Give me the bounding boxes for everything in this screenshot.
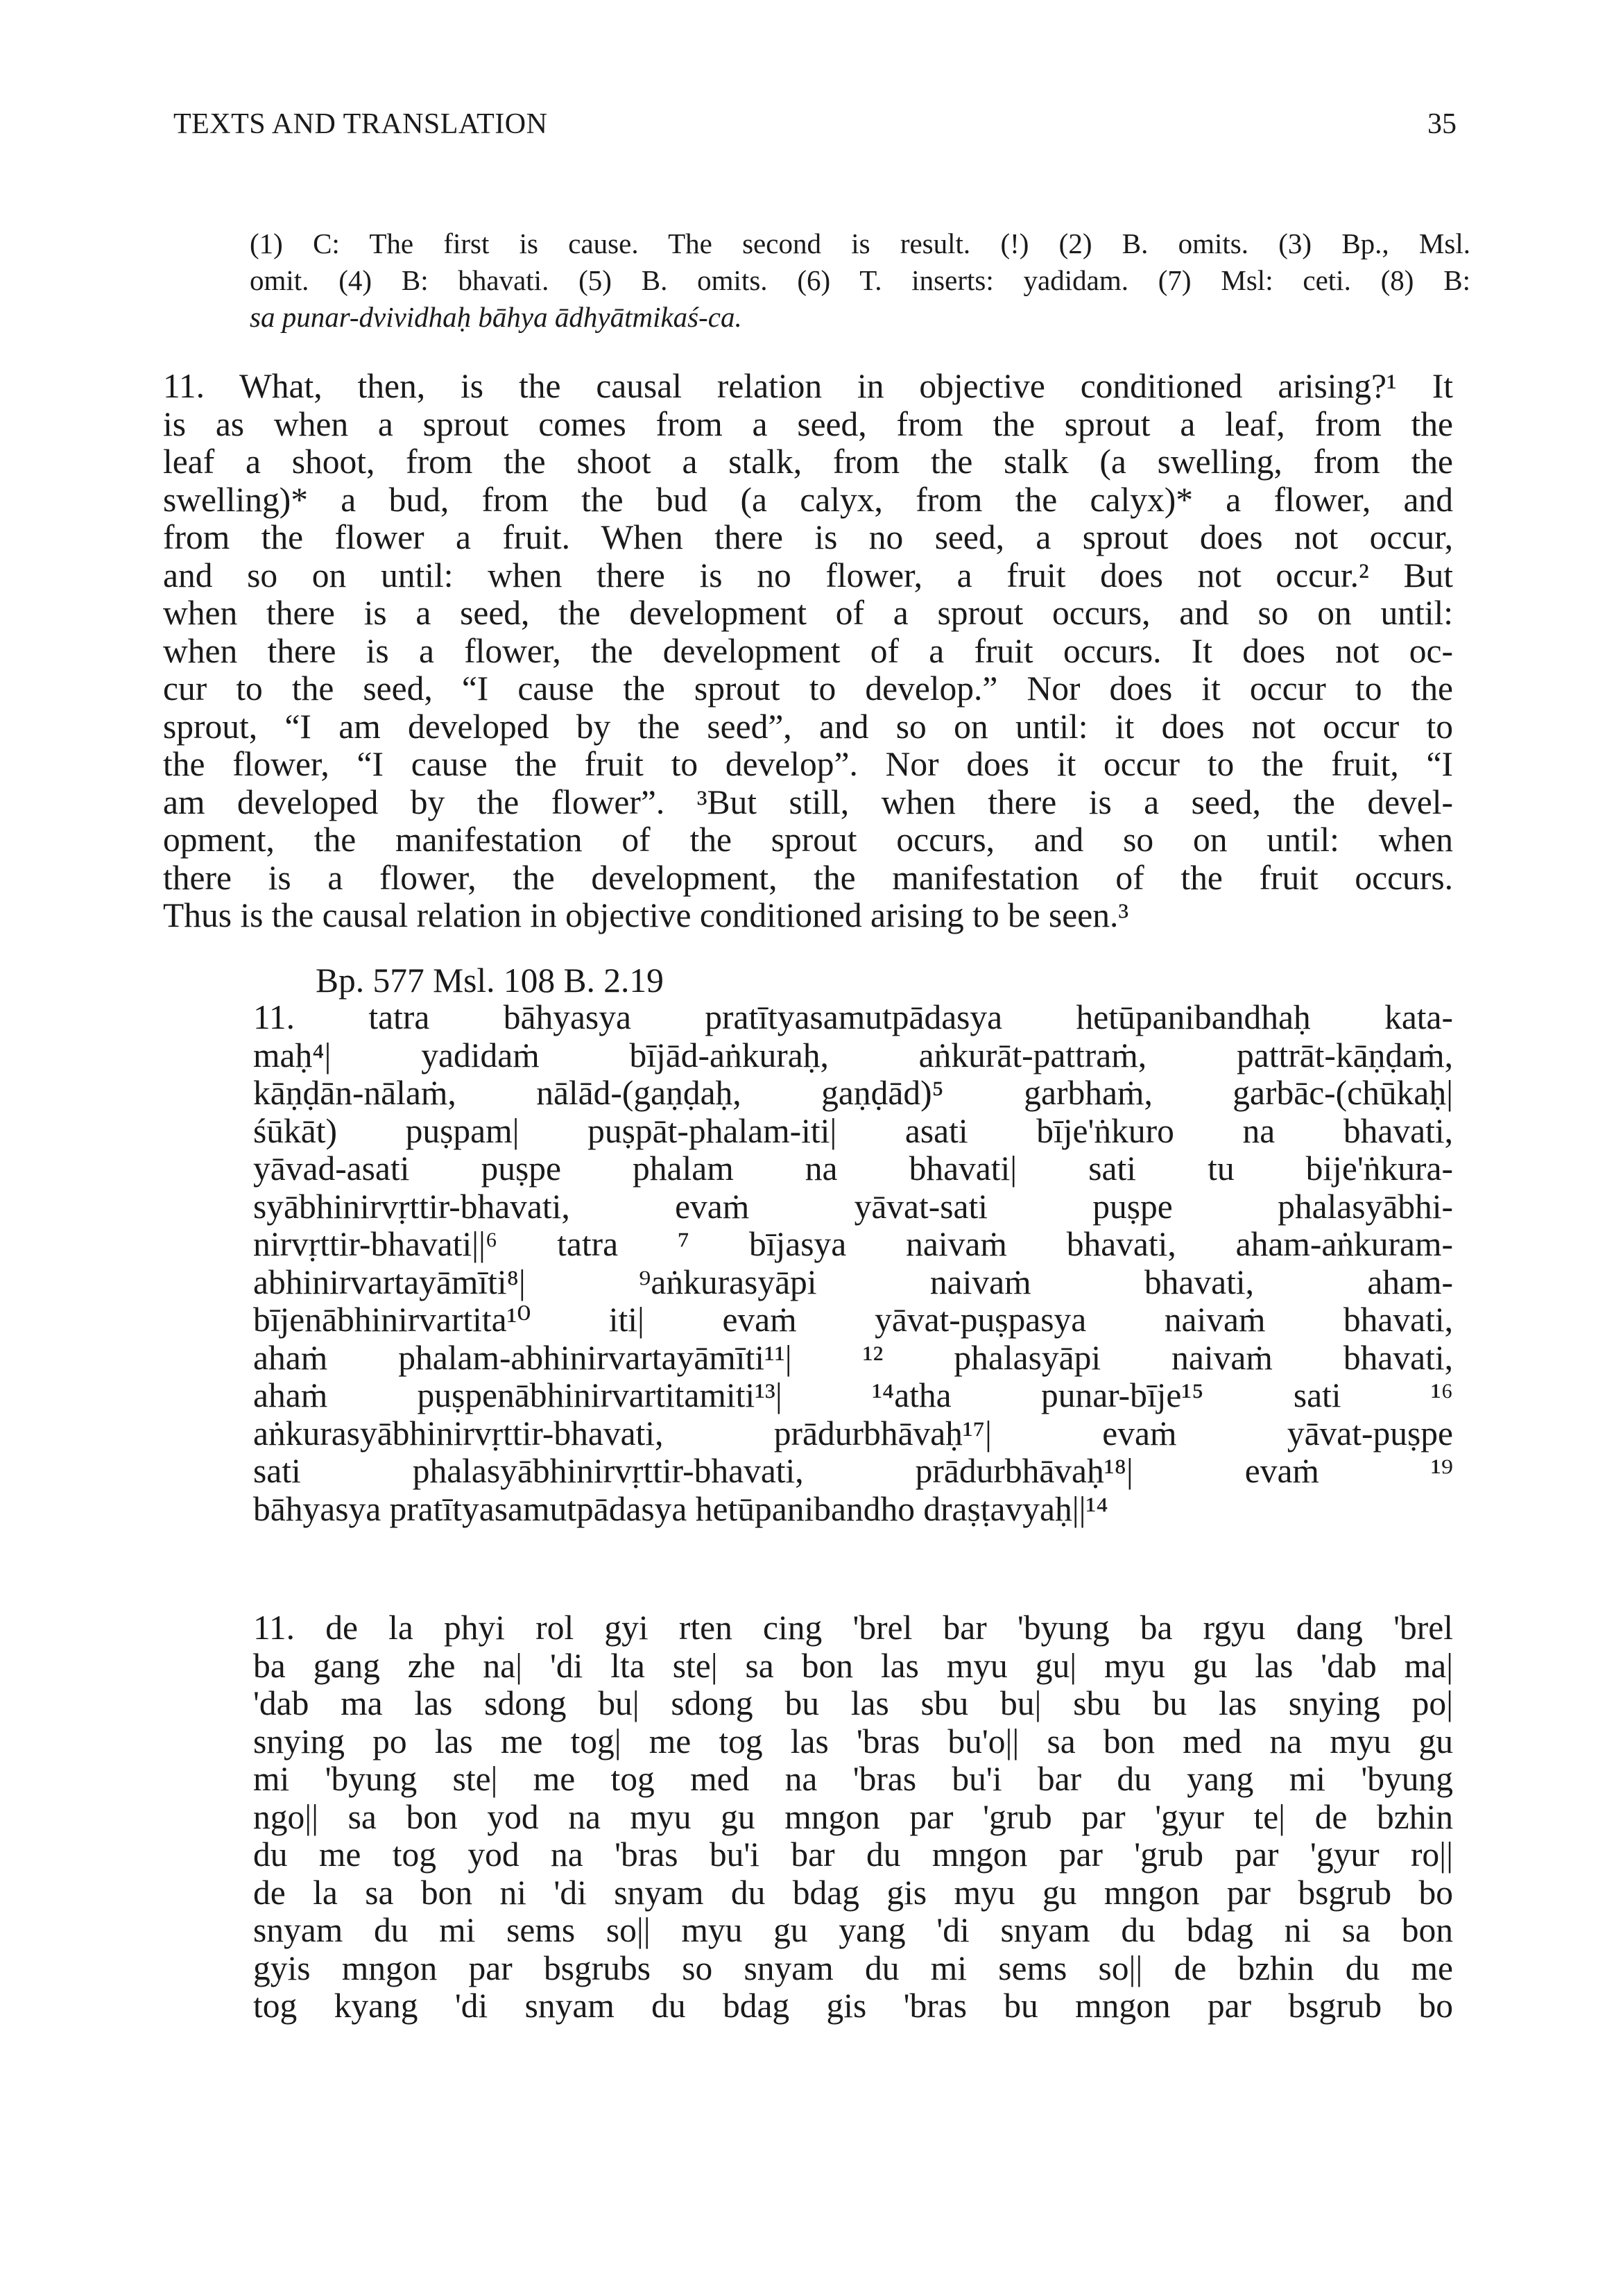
english-line: 11. What, then, is the causal relation in objective conditioned arising?¹ It	[163, 367, 1453, 405]
page-number: 35	[1427, 108, 1457, 140]
sanskrit-line: maḥ⁴| yadidaṁ bījād-aṅkuraḥ, aṅkurāt-pattraṁ, pattrāt-kāṇḍaṁ,	[253, 1036, 1453, 1074]
tibetan-line: snying po las me tog| me tog las 'bras bu'o|| sa bon med na myu gu	[253, 1722, 1453, 1760]
sanskrit-line: bījenābhinirvartita¹⁰ iti| evaṁ yāvat-puṣpasya naivaṁ bhavati,	[253, 1301, 1453, 1339]
sanskrit-line: yāvad-asati puṣpe phalam na bhavati| sati tu bije'ṅkura-	[253, 1149, 1453, 1188]
sanskrit-line: ahaṁ puṣpenābhinirvartitamiti¹³| ¹⁴atha punar-bīje¹⁵ sati ¹⁶	[253, 1376, 1453, 1414]
english-line: leaf a shoot, from the shoot a stalk, from the stalk (a swelling, from the	[163, 443, 1453, 481]
sanskrit-line: 11. tatra bāhyasya pratītyasamutpādasya hetūpanibandhaḥ kata-	[253, 998, 1453, 1036]
footnote-line: omit. (4) B: bhavati. (5) B. omits. (6) T. inserts: yadidam. (7) Msl: ceti. (8) B:	[250, 264, 1470, 296]
tibetan-line: du me tog yod na 'bras bu'i bar du mngon par 'grub par 'gyur ro||	[253, 1835, 1453, 1874]
manuscript-sources: Bp. 577 Msl. 108 B. 2.19	[316, 961, 664, 1000]
tibetan-text	[253, 1609, 1453, 2025]
sanskrit-line: aṅkurasyābhinirvṛttir-bhavati, prādurbhāvaḥ¹⁷| evaṁ yāvat-puṣpe	[253, 1414, 1453, 1453]
english-line: the flower, “I cause the fruit to develop”. Nor does it occur to the fruit, “I	[163, 745, 1453, 783]
english-translation	[163, 368, 1453, 935]
sanskrit-line: nirvṛttir-bhavati||⁶ tatra ⁷ bījasya naivaṁ bhavati, aham-aṅkuram-	[253, 1225, 1453, 1263]
sanskrit-line: abhinirvartayāmīti⁸| ⁹aṅkurasyāpi naivaṁ bhavati, aham-	[253, 1262, 1453, 1301]
english-line: sprout, “I am developed by the seed”, and so on until: it does not occur to	[163, 707, 1453, 746]
tibetan-line: de la sa bon ni 'di snyam du bdag gis myu gu mngon par bsgrub bo	[253, 1873, 1453, 1912]
sanskrit-line: bāhyasya pratītyasamutpādasya hetūpanibandho draṣṭavyaḥ||¹⁴	[253, 1489, 1108, 1528]
tibetan-line: 11. de la phyi rol gyi rten cing 'brel bar 'byung ba rgyu dang 'brel	[253, 1609, 1453, 1647]
tibetan-line: mi 'byung ste| me tog med na 'bras bu'i bar du yang mi 'byung	[253, 1760, 1453, 1798]
english-line: Thus is the causal relation in objective conditioned arising to be seen.³	[163, 896, 1129, 934]
tibetan-line: ba gang zhe na| 'di lta ste| sa bon las myu gu| myu gu las 'dab ma|	[253, 1646, 1453, 1685]
sanskrit-line: ahaṁ phalam-abhinirvartayāmīti¹¹| ¹² phalasyāpi naivaṁ bhavati,	[253, 1338, 1453, 1377]
english-line: there is a flower, the development, the manifestation of the fruit occurs.	[163, 858, 1453, 897]
tibetan-line: snyam du mi sems so|| myu gu yang 'di snyam du bdag ni sa bon	[253, 1911, 1453, 1949]
sanskrit-line: syābhinirvṛttir-bhavati, evaṁ yāvat-sati puṣpe phalasyābhi-	[253, 1187, 1453, 1226]
english-line: am developed by the flower”. ³But still, when there is a seed, the devel-	[163, 782, 1453, 821]
english-line: from the flower a fruit. When there is no seed, a sprout does not occur,	[163, 518, 1453, 556]
footnotes-block	[250, 225, 1470, 336]
tibetan-line: tog kyang 'di snyam du bdag gis 'bras bu mngon par bsgrub bo	[253, 1987, 1453, 2025]
page-header	[173, 108, 1457, 149]
english-line: and so on until: when there is no flower, a fruit does not occur.² But	[163, 556, 1453, 594]
footnote-line: (1) C: The first is cause. The second is result. (!) (2) B. omits. (3) Bp., Msl.	[250, 228, 1470, 259]
english-line: when there is a flower, the development of a fruit occurs. It does not oc-	[163, 631, 1453, 670]
english-line: swelling)* a bud, from the bud (a calyx, from the calyx)* a flower, and	[163, 480, 1453, 519]
english-line: cur to the seed, “I cause the sprout to develop.” Nor does it occur to the	[163, 669, 1453, 708]
footnote-line: sa punar-dvividhaḥ bāhya ādhyātmikaś-ca.	[250, 301, 742, 333]
running-title: TEXTS AND TRANSLATION	[173, 108, 548, 140]
sanskrit-line: kāṇḍān-nālaṁ, nālād-(gaṇḍaḥ, gaṇḍād)⁵ garbhaṁ, garbāc-(chūkaḥ|	[253, 1074, 1453, 1112]
english-line: opment, the manifestation of the sprout occurs, and so on until: when	[163, 821, 1453, 859]
tibetan-line: gyis mngon par bsgrubs so snyam du mi sems so|| de bzhin du me	[253, 1948, 1453, 1987]
tibetan-line: ngo|| sa bon yod na myu gu mngon par 'grub par 'gyur te| de bzhin	[253, 1797, 1453, 1836]
english-line: when there is a seed, the development of a sprout occurs, and so on until:	[163, 594, 1453, 632]
sanskrit-text	[253, 999, 1453, 1528]
sanskrit-line: śūkāt) puṣpam| puṣpāt-phalam-iti| asati bīje'ṅkuro na bhavati,	[253, 1111, 1453, 1150]
tibetan-line: 'dab ma las sdong bu| sdong bu las sbu bu| sbu bu las snying po|	[253, 1684, 1453, 1722]
english-line: is as when a sprout comes from a seed, from the sprout a leaf, from the	[163, 404, 1453, 443]
sanskrit-line: sati phalasyābhinirvṛttir-bhavati, prādurbhāvaḥ¹⁸| evaṁ ¹⁹	[253, 1452, 1453, 1490]
